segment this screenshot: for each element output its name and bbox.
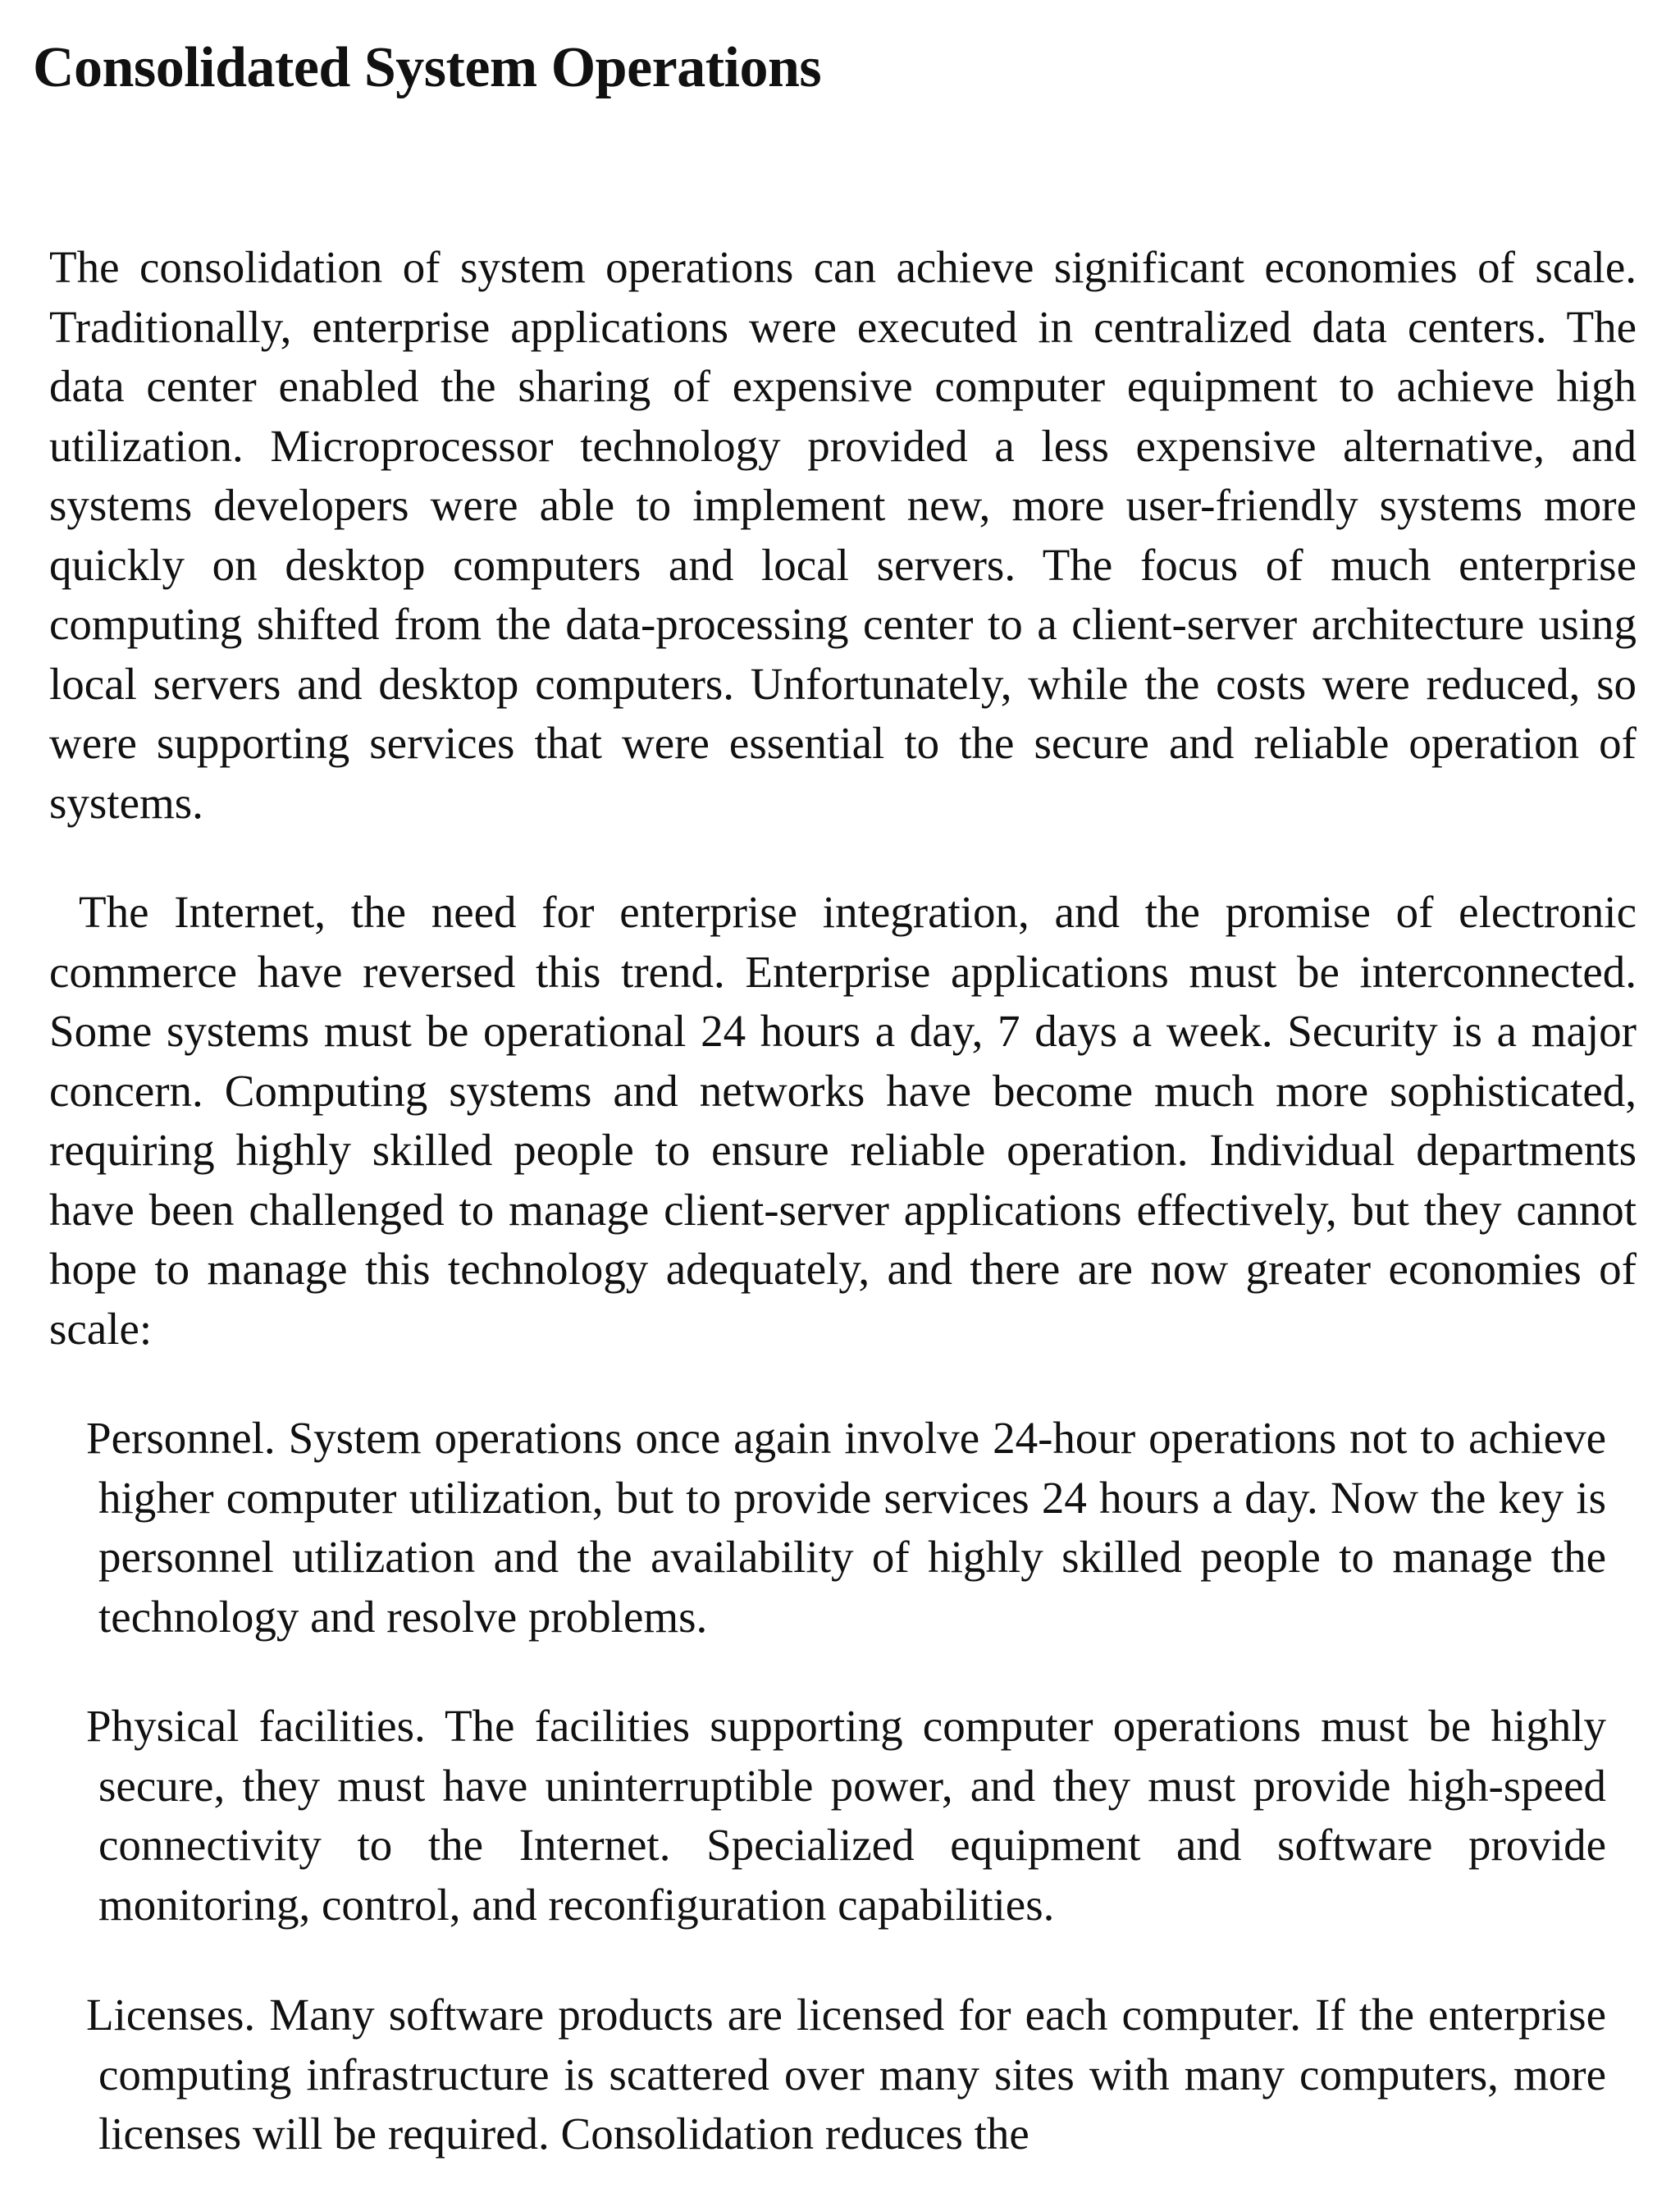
list-item-personnel: Personnel. System operations once again involve 24-hour operations not to achieve higher computer utilization, but to provide services 24 hours a day. Now the key is personnel utilization and the availability of highly skilled people to manage the technology and resolve problems. [86, 1413, 1606, 1642]
list-item-physical-facilities: Physical facilities. The facilities supporting computer operations must be highly secure, they must have uninterruptible power, and they must provide high-speed connectivity to the Internet. Specialized equipment and software provide monitoring, control, and reconfiguration capabilities. [86, 1701, 1606, 1930]
page-title: Consolidated System Operations [33, 36, 822, 99]
paragraph-internet-trend: The Internet, the need for enterprise integration, and the promise of electronic commerce have reversed this trend. Enterprise applications must be interconnected. Some systems must be operational 24 hours a day, 7 days a week. Security is a major concern. Computing systems and networks have become much more sophisticated, requiring highly skilled people to ensure reliable operation. Individual departments have been challenged to manage client-server applications effectively, but they cannot hope to manage this technology adequately, and there are now greater economies of scale: [49, 887, 1637, 1354]
list-item-licenses: Licenses. Many software products are licensed for each computer. If the enterprise computing infrastructure is scattered over many sites with many computers, more licenses will be required. Consolidation reduces the [86, 1990, 1606, 2159]
paragraph-consolidation-intro: The consolidation of system operations can achieve significant economies of scale. Traditionally, enterprise applications were executed in centralized data centers. The data center enabled the sharing of expensive computer equipment to achieve high utilization. Microprocessor technology provided a less expensive alternative, and systems developers were able to implement new, more user-friendly systems more quickly on desktop computers and local servers. The focus of much enterprise computing shifted from the data-processing center to a client-server architecture using local servers and desktop computers. Unfortunately, while the costs were reduced, so were supporting services that were essential to the secure and reliable operation of systems. [49, 242, 1637, 828]
